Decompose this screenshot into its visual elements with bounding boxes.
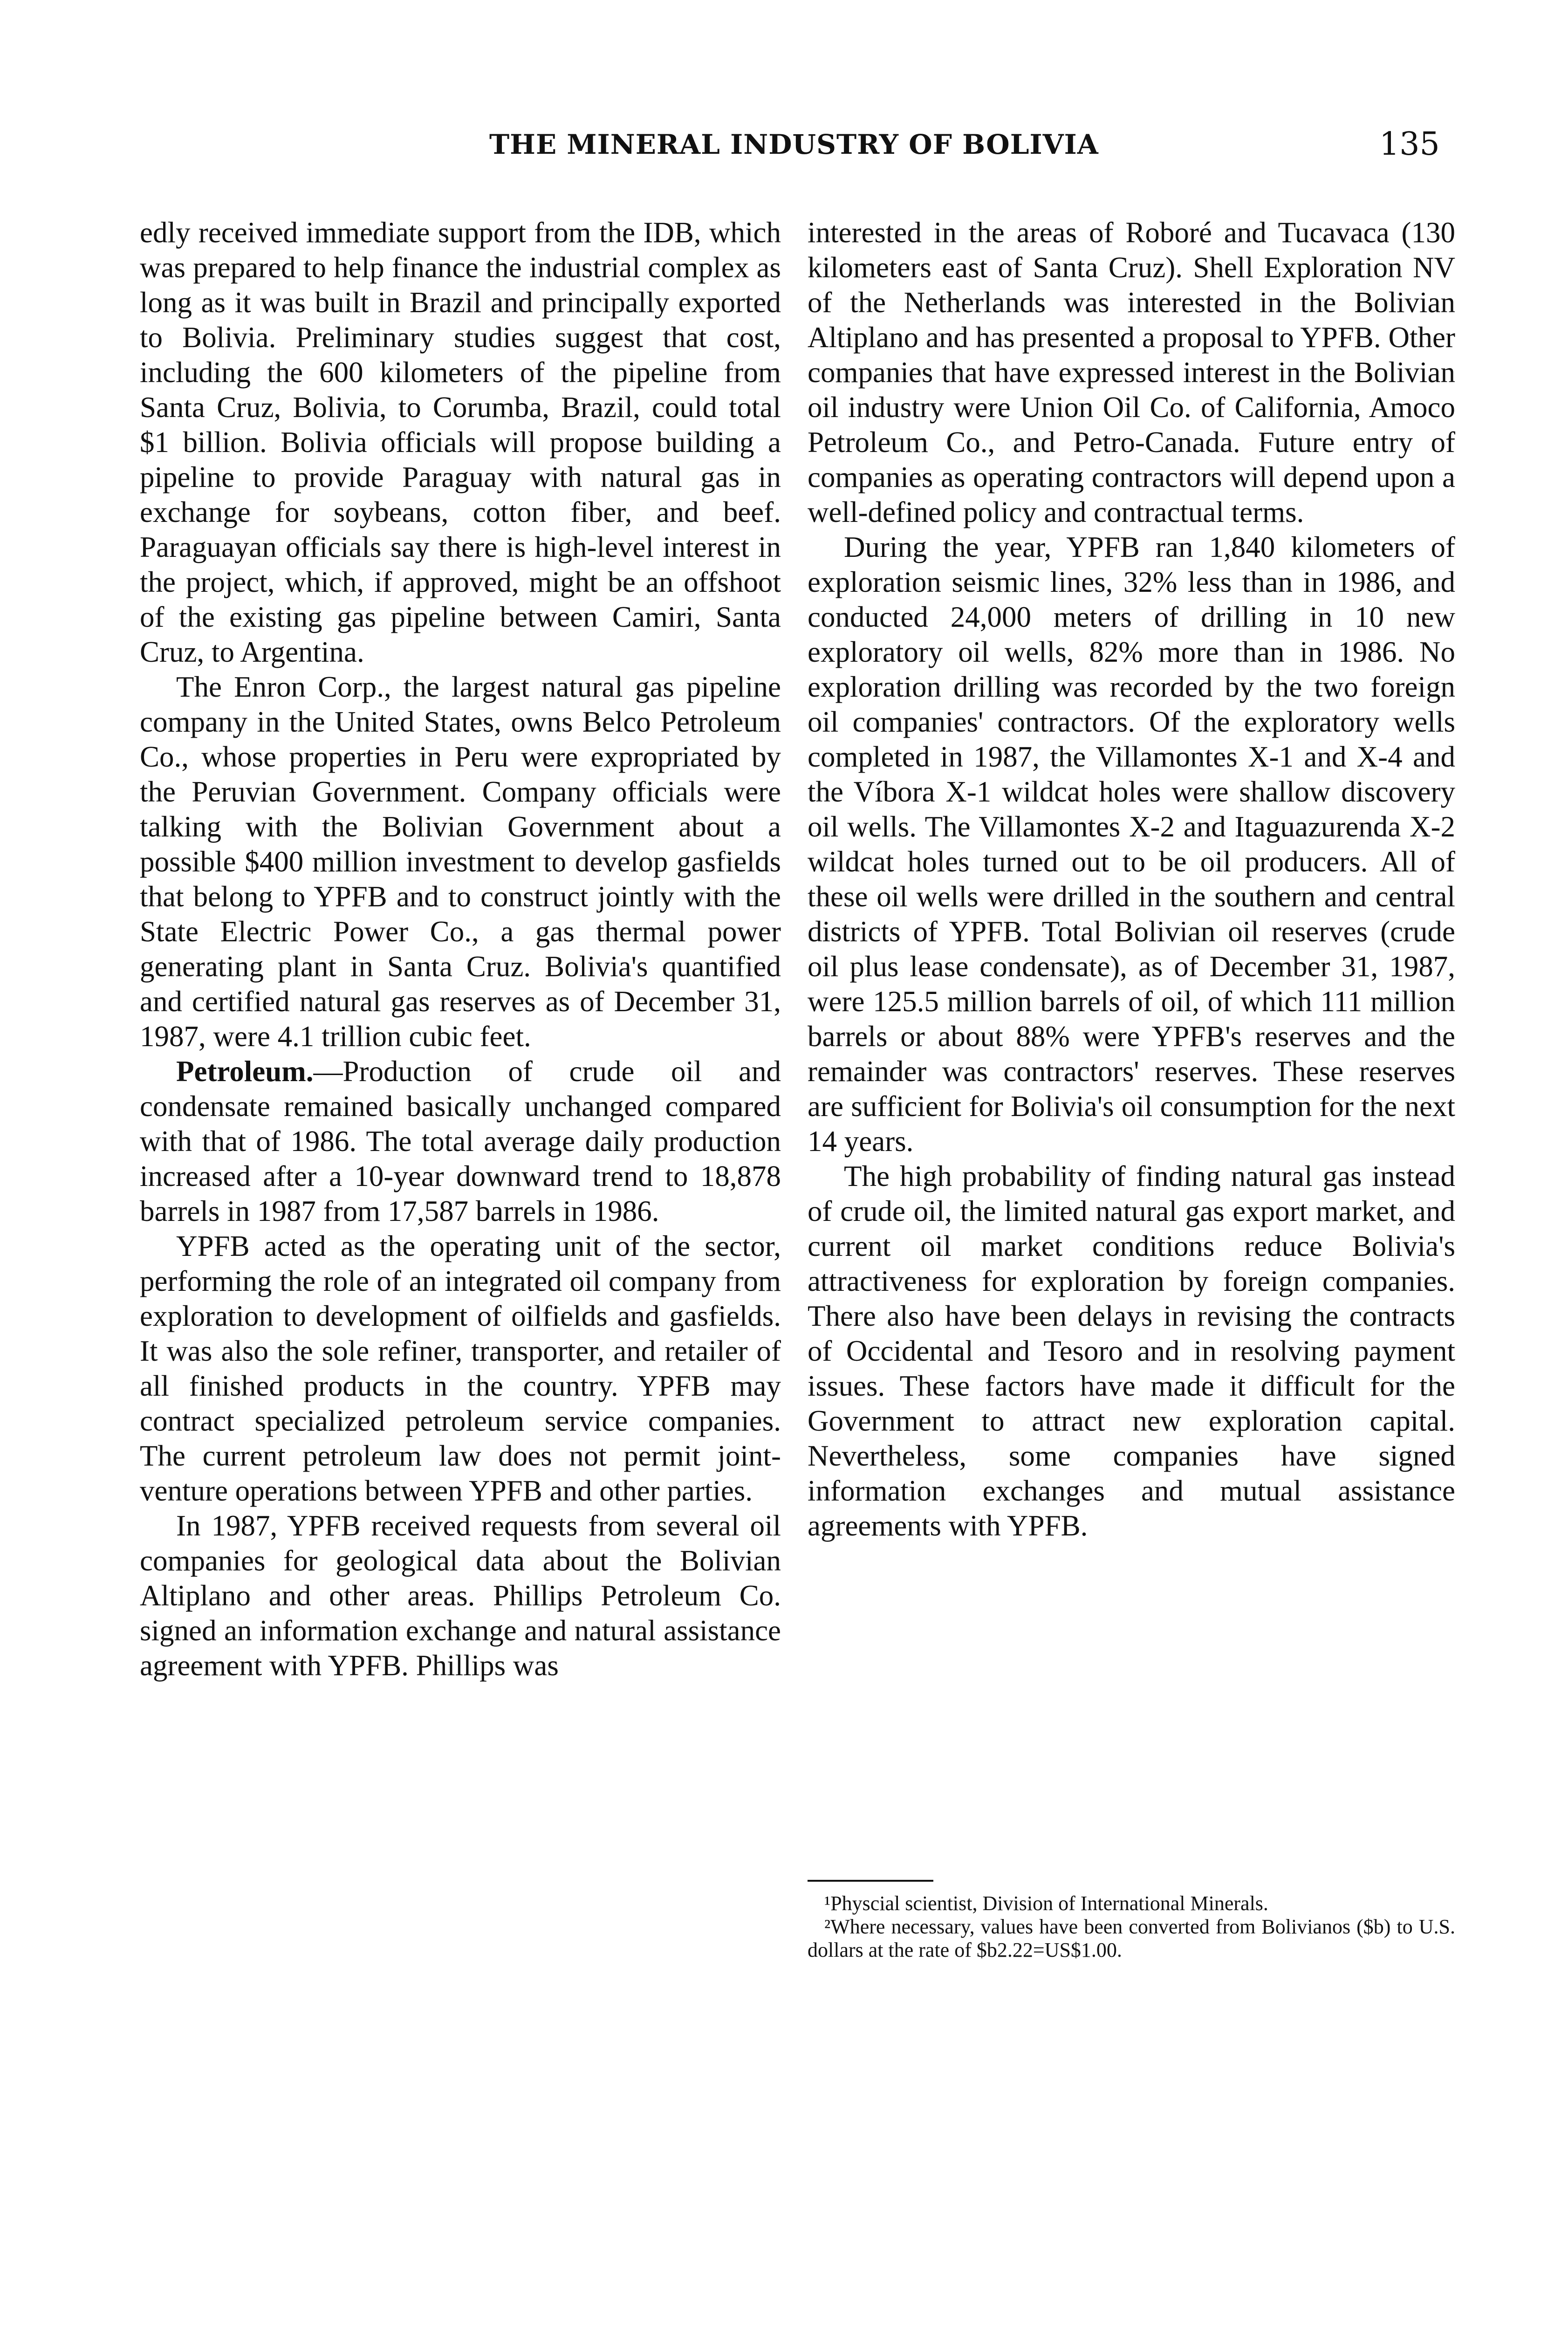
paragraph: In 1987, YPFB received requests from several oil companies for geological data about the Bolivian Altiplano and other areas. Phillips Petroleum Co. signed an information exchange and natural assistance agreement with YPFB. Phillips was [140, 1509, 781, 1682]
footnotes [808, 1892, 1455, 1962]
paragraph: The high probability of finding natural gas instead of crude oil, the limited natural gas export market, and current oil market conditions reduce Bolivia's attractiveness for exploration by foreign companies. There also have been delays in revising the contracts of Occidental and Tesoro and in resolving payment issues. These factors have made it difficult for the Government to attract new exploration capital. Nevertheless, some companies have signed information exchanges and mutual assistance agreements with YPFB. [808, 1160, 1455, 1542]
paragraph [140, 1054, 781, 1229]
right-column [808, 215, 1455, 1543]
running-header-title: THE MINERAL INDUSTRY OF BOLIVIA [489, 129, 1099, 160]
page-number: 135 [1379, 126, 1440, 163]
paragraph: The Enron Corp., the largest natural gas pipeline company in the United States, owns Belco Petroleum Co., whose properties in Peru were expropriated by the Peruvian Government. Company officials were talking with the Bolivian Government about a possible $400 million investment to develop gasfields that belong to YPFB and to construct jointly with the State Electric Power Co., a gas thermal power generating plant in Santa Cruz. Bolivia's quantified and certified natural gas reserves as of December 31, 1987, were 4.1 trillion cubic feet. [140, 671, 781, 1053]
paragraph: YPFB acted as the operating unit of the sector, performing the role of an integrated oil company from exploration to development of oilfields and gasfields. It was also the sole refiner, transporter, and retailer of all finished products in the country. YPFB may contract specialized petroleum service companies. The current petroleum law does not permit joint-venture operations between YPFB and other parties. [140, 1230, 781, 1507]
paragraph: edly received immediate support from the IDB, which was prepared to help finance the industrial complex as long as it was built in Brazil and principally exported to Bolivia. Preliminary studies suggest that cost, including the 600 kilometers of the pipeline from Santa Cruz, Bolivia, to Corumba, Brazil, could total $1 billion. Bolivia officials will propose building a pipeline to provide Paraguay with natural gas in exchange for soybeans, cotton fiber, and beef. Paraguayan officials say there is high-level interest in the project, which, if approved, might be an offshoot of the existing gas pipeline between Camiri, Santa Cruz, to Argentina. [140, 216, 781, 668]
footnote: ¹Physcial scientist, Division of International Minerals. [824, 1892, 1268, 1915]
footnote: ²Where necessary, values have been converted from Bolivianos ($b) to U.S. dollars at the rate of $b2.22=US$1.00. [808, 1915, 1455, 1961]
left-column [140, 215, 781, 1683]
paragraph-text: —Production of crude oil and condensate remained basically unchanged compared with that of 1986. The total average daily production increased after a 10-year downward trend to 18,878 barrels in 1987 from 17,587 barrels in 1986. [140, 1055, 781, 1227]
section-runin-heading: Petroleum. [176, 1055, 314, 1088]
paragraph: During the year, YPFB ran 1,840 kilometers of exploration seismic lines, 32% less than in 1986, and conducted 24,000 meters of drilling in 10 new exploratory oil wells, 82% more than in 1986. No exploration drilling was recorded by the two foreign oil companies' contractors. Of the exploratory wells completed in 1987, the Villamontes X-1 and X-4 and the Víbora X-1 wildcat holes were shallow discovery oil wells. The Villamontes X-2 and Itaguazurenda X-2 wildcat holes turned out to be oil producers. All of these oil wells were drilled in the southern and central districts of YPFB. Total Bolivian oil reserves (crude oil plus lease condensate), as of December 31, 1987, were 125.5 million barrels of oil, of which 111 million barrels or about 88% were YPFB's reserves and the remainder was contractors' reserves. These reserves are sufficient for Bolivia's oil consumption for the next 14 years. [808, 531, 1455, 1158]
footnote-divider [808, 1880, 933, 1882]
paragraph: interested in the areas of Roboré and Tucavaca (130 kilometers east of Santa Cruz). Shell Exploration NV of the Netherlands was interested in the Bolivian Altiplano and has presented a proposal to YPFB. Other companies that have expressed interest in the Bolivian oil industry were Union Oil Co. of California, Amoco Petroleum Co., and Petro-Canada. Future entry of companies as operating contractors will depend upon a well-defined policy and contractual terms. [808, 216, 1455, 528]
